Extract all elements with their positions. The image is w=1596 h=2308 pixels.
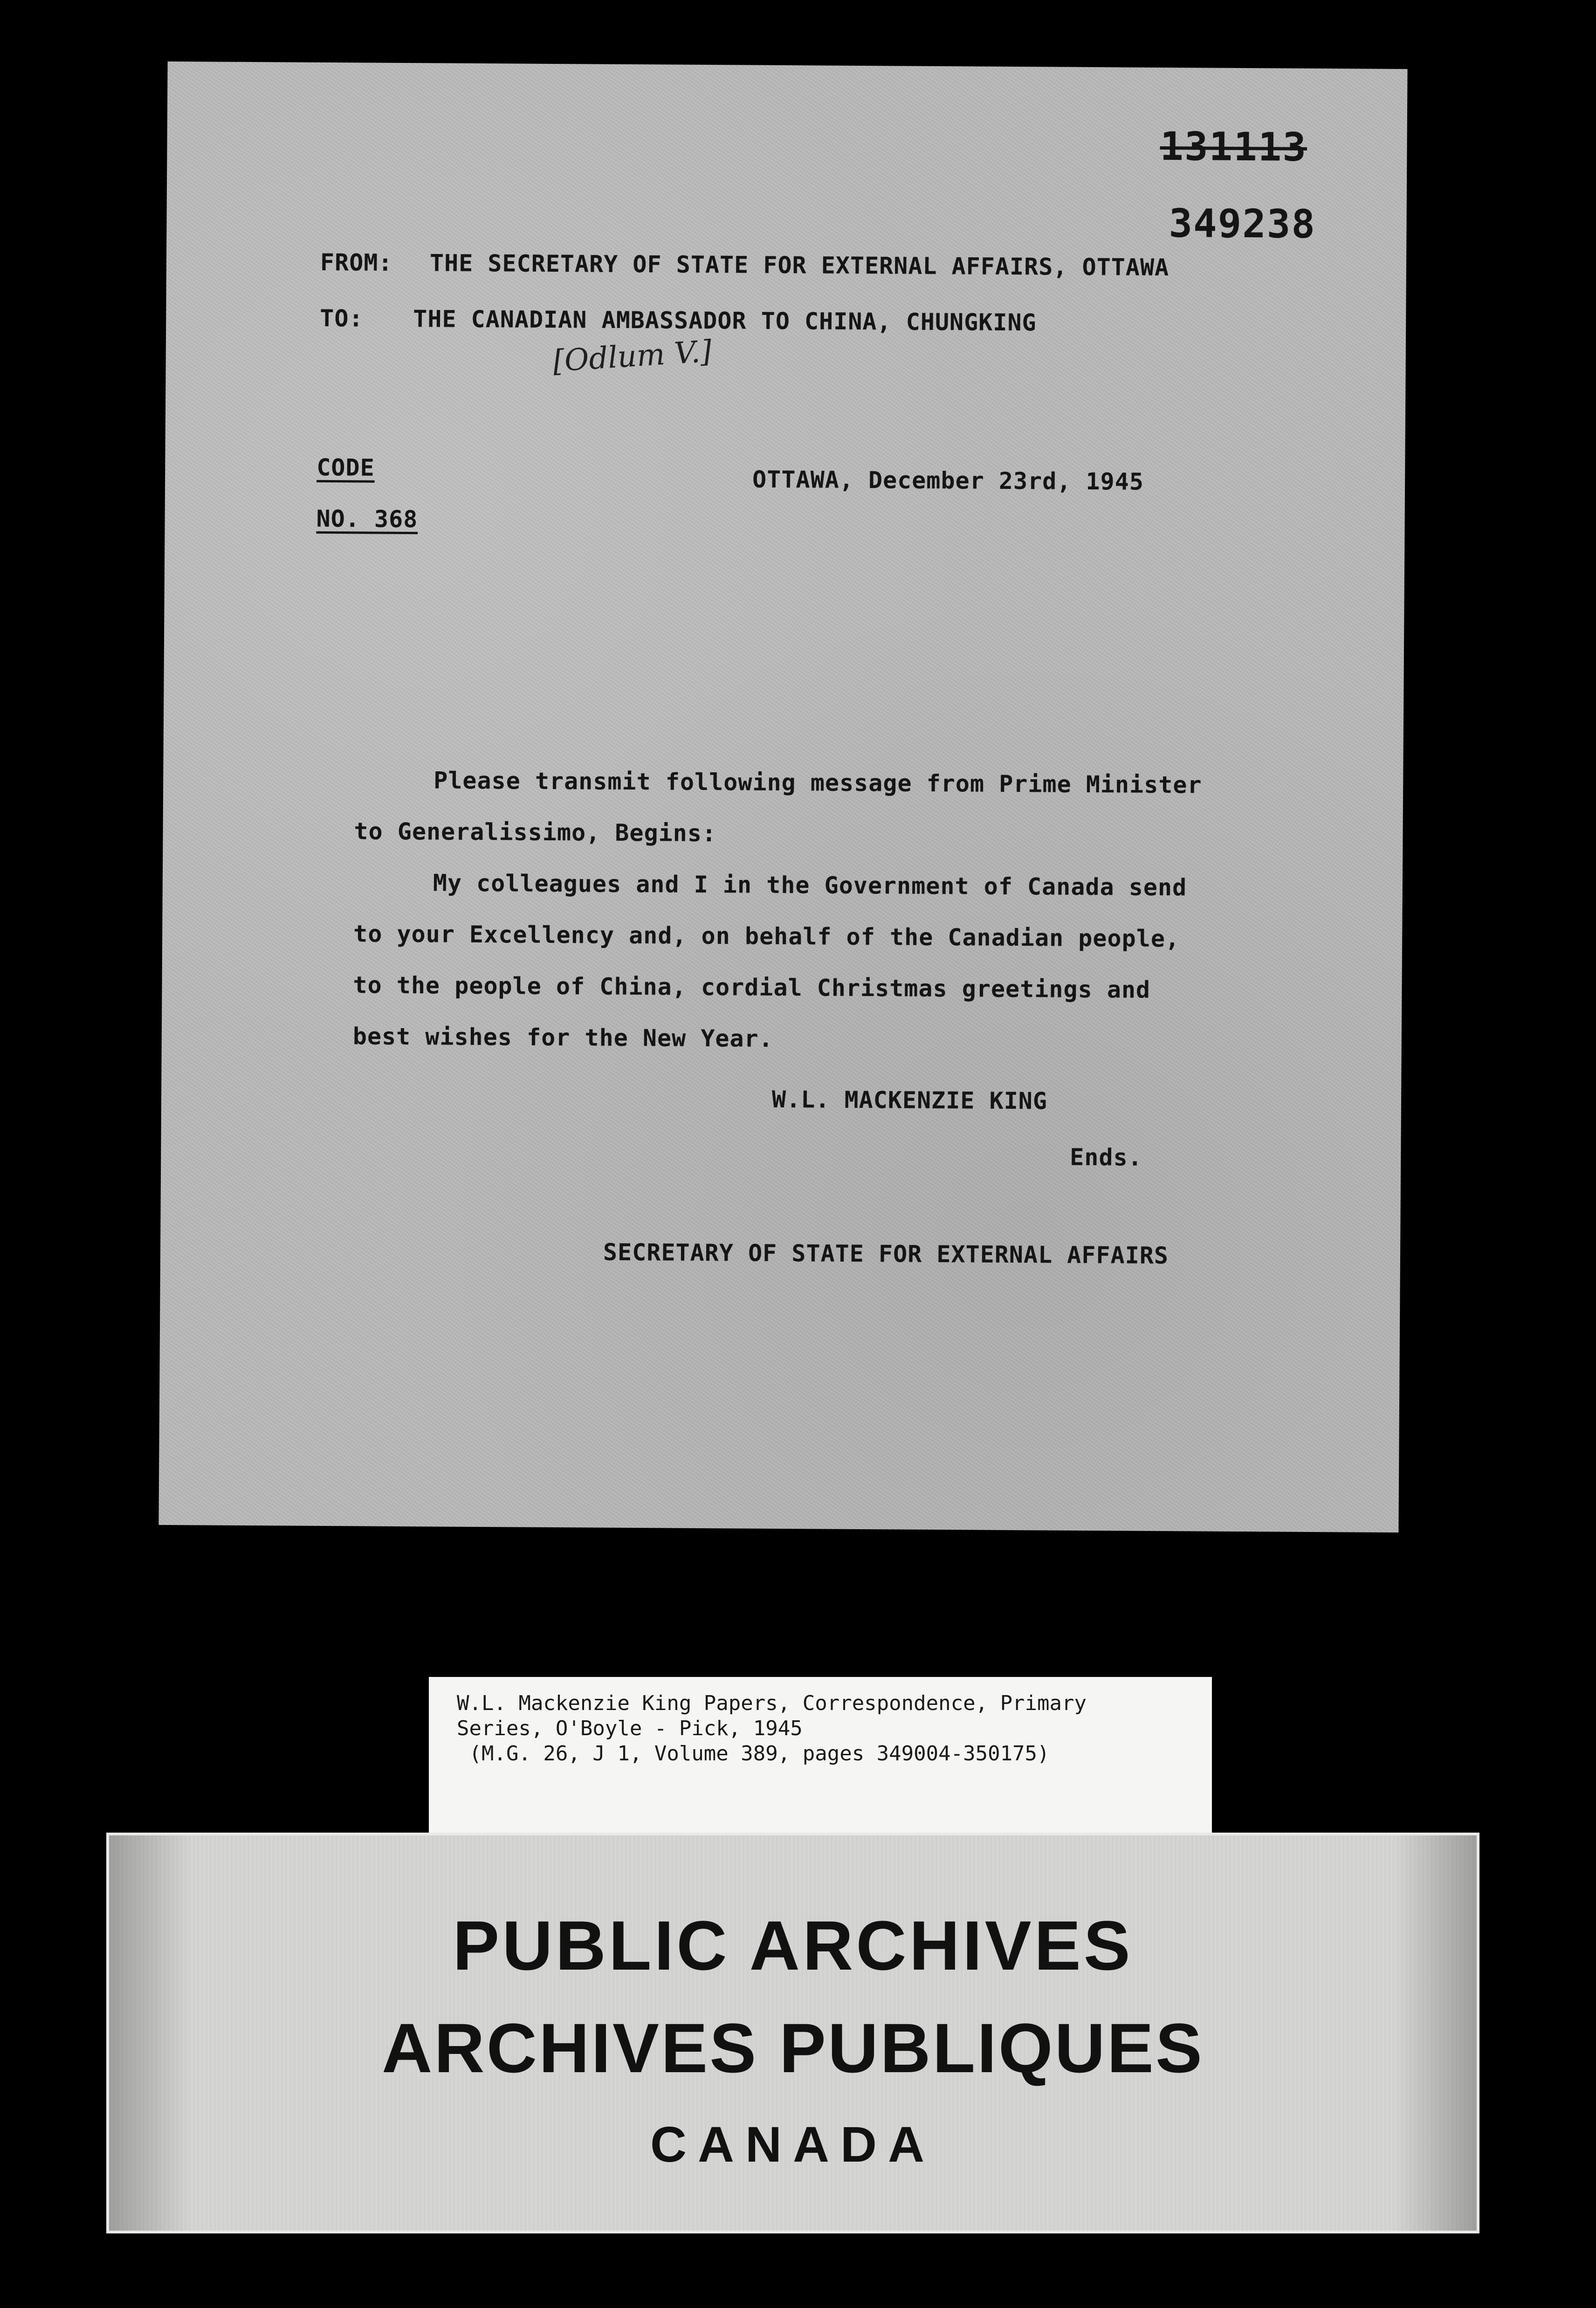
citation-line-2: Series, O'Boyle - Pick, 1945 [457,1717,803,1740]
banner-line-2: ARCHIVES PUBLIQUES [382,2009,1204,2087]
from-label: FROM: [320,248,393,276]
code-label: CODE [316,453,375,481]
signature: W.L. MACKENZIE KING [771,1085,1048,1115]
place-date: OTTAWA, December 23rd, 1945 [752,466,1144,495]
body-line-4: to your Excellency and, on behalf of the Canadian people, [353,920,1180,953]
telegram-sheet [158,62,1407,1532]
citation-line-1: W.L. Mackenzie King Papers, Correspondence, Primary [457,1691,1087,1715]
citation-label [429,1677,1212,1835]
banner-line-3: CANADA [650,2116,936,2172]
to-label: TO: [320,304,364,332]
closing-line: SECRETARY OF STATE FOR EXTERNAL AFFAIRS [603,1238,1169,1270]
body-line-6: best wishes for the New Year. [352,1023,773,1052]
from-value: THE SECRETARY OF STATE FOR EXTERNAL AFFAIRS, OTTAWA [429,249,1169,282]
to-value: THE CANADIAN AMBASSADOR TO CHINA, CHUNGKING [413,305,1037,337]
old-file-number: 131113 [1160,123,1307,170]
citation-line-3: (M.G. 26, J 1, Volume 389, pages 349004-350175) [457,1742,1050,1765]
handwritten-note: [Odlum V.] [551,334,713,379]
body-line-3: My colleagues and I in the Government of Canada send [433,869,1187,901]
body-line-1: Please transmit following message from Prime Minister [433,767,1202,799]
new-file-number: 349238 [1169,200,1316,247]
body-line-2: to Generalissimo, Begins: [354,817,717,847]
message-number: NO. 368 [316,505,418,533]
banner-line-1: PUBLIC ARCHIVES [453,1906,1133,1985]
archives-banner [106,1833,1479,2233]
ends-marker: Ends. [1070,1143,1142,1171]
body-line-5: to the people of China, cordial Christmas greetings and [353,971,1151,1003]
